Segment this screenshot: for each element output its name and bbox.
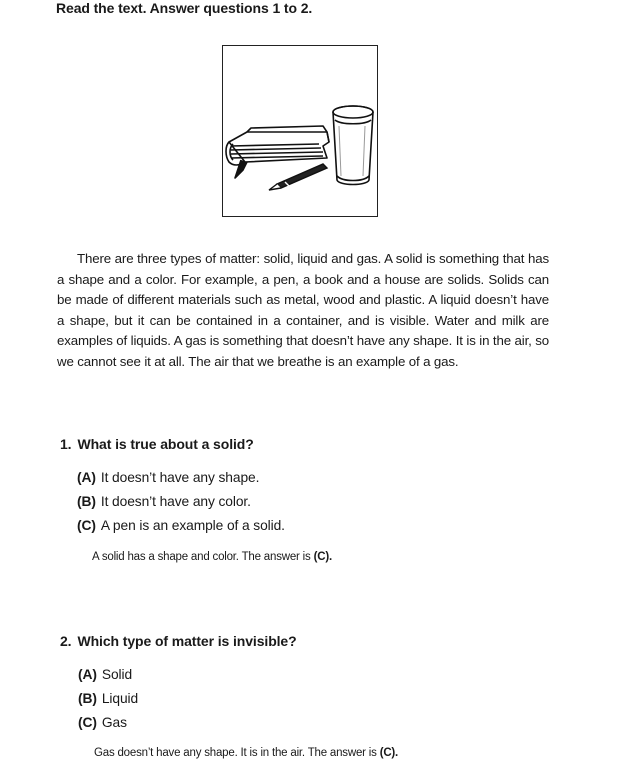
option-text: Solid (101, 667, 133, 682)
pen-icon (269, 164, 327, 190)
option-text: A pen is an example of a solid. (100, 518, 285, 533)
answer-label: (C). (313, 551, 332, 563)
question-text: What is true about a solid? (77, 436, 254, 452)
glass-of-water-icon (333, 106, 373, 185)
option-letter: (A) (78, 667, 97, 682)
option-letter: (B) (78, 691, 97, 706)
option-letter: (B) (77, 494, 96, 509)
question-text: Which type of matter is invisible? (77, 633, 297, 649)
question-1 (60, 436, 254, 452)
question-number: 2. (60, 633, 72, 649)
instruction-heading: Read the text. Answer questions 1 to 2. (56, 0, 313, 16)
explanation-text: Gas doesn’t have any shape. It is in the air. The answer is (94, 747, 377, 759)
option-letter: (A) (77, 470, 96, 485)
explanation-2 (94, 747, 398, 759)
option-letter: (C) (77, 518, 96, 533)
option-text: Gas (101, 715, 127, 730)
explanation-text: A solid has a shape and color. The answer is (92, 551, 311, 563)
option-text: Liquid (101, 691, 139, 706)
option-1a (77, 470, 259, 485)
book-pen-glass-drawing (223, 46, 379, 218)
option-text: It doesn’t have any color. (100, 494, 251, 509)
option-text: It doesn’t have any shape. (100, 470, 260, 485)
matter-illustration (222, 45, 378, 217)
answer-label: (C). (379, 747, 399, 759)
option-letter: (C) (78, 715, 97, 730)
question-number: 1. (60, 436, 72, 452)
option-2a (78, 667, 132, 682)
option-2b (78, 691, 138, 706)
option-1b (77, 494, 251, 509)
option-1c (77, 518, 285, 533)
question-2 (60, 633, 297, 649)
option-2c (78, 715, 127, 730)
explanation-1 (92, 551, 332, 563)
reading-passage: There are three types of matter: solid, liquid and gas. A solid is something that has a shape and a color. For example, a pen, a book and a house are solids. Solids can be made of different materials such as metal, wood and plastic. A liquid doesn’t have a shape, but it can be contained in a container, and is visible. Water and milk are examples of liquids. A gas is something that doesn’t have any shape. It is in the air, so we cannot see it at all. The air that we breathe is an example of a gas. (57, 251, 549, 369)
